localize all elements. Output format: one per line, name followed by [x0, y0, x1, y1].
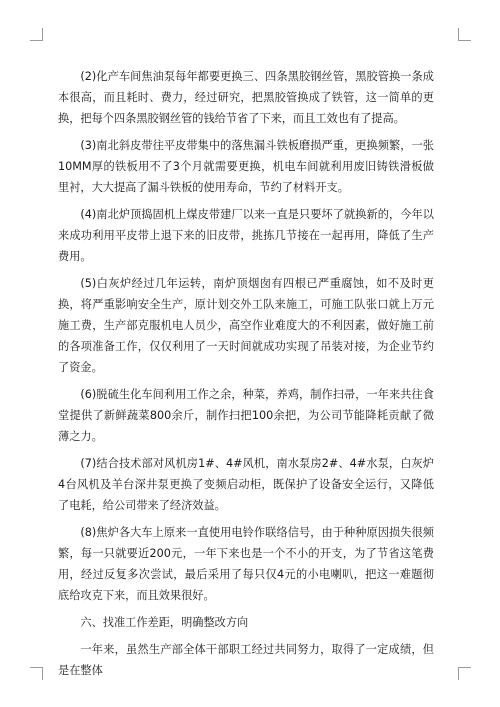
crop-mark-top-left	[30, 28, 43, 41]
paragraph-item-4: (4)南北炉顶捣固机上煤皮带建厂以来一直是只要坏了就换新的，今年以来成功利用平皮带上退下来的旧皮带，挑拣几节接在一起再用，降低了生产费用。	[58, 208, 434, 263]
paragraph-summary: 一年来，虽然生产部全体干部职工经过共同努力，取得了一定成绩，但是在整体	[58, 643, 434, 677]
paragraph-item-7: (7)结合技术部对风机房1#、4#风机，南水泵房2#、4#水泵，白灰炉4台风机及羊台深井泵更换了变频启动柜，既保护了设备安全运行，又降低了电耗，给公司带来了经济效益。	[58, 457, 434, 512]
crop-mark-top-right	[458, 28, 471, 41]
paragraph-item-2: (2)化产车间焦油泵每年都要更换三、四条黑胶钢丝管，黑胶管换一条成本很高，而且耗时、费力，经过研究，把黑胶管换成了铁管，这一简单的更换，把每个四条黑胶钢丝管的钱给节省了下来，而且工效也有了提高。	[58, 70, 434, 125]
section-heading: 六、找准工作差距，明确整改方向	[80, 616, 249, 629]
document-body	[58, 66, 434, 687]
paragraph-item-3: (3)南北斜皮带往平皮带集中的落焦漏斗铁板磨损严重，更换频繁，一张10MM厚的铁板用不了3个月就需要更换，机电车间就利用废旧铸铁滑板做里衬，大大提高了漏斗铁板的使用寿命，节约了材料开支。	[58, 139, 434, 194]
paragraph-item-6: (6)脱硫生化车间利用工作之余，种菜，养鸡，制作扫帚，一年来共往食堂提供了新鲜蔬菜800余斤，制作扫把100余把，为公司节能降耗贡献了微薄之力。	[58, 388, 434, 443]
crop-mark-bottom-left	[30, 667, 43, 680]
paragraph-item-5: (5)白灰炉经过几年运转，南炉顶烟囱有四根已严重腐蚀，如不及时更换，将严重影响安全生产，原计划交外工队来施工，可施工队张口就上万元施工费，生产部克服机电人员少，高空作业难度大的不利因素，做好施工前的各项准备工作，仅仅利用了一天时间就成功实现了吊装对接，为企业节约了资金。	[58, 277, 434, 374]
crop-mark-bottom-right	[458, 667, 471, 680]
paragraph-item-8: (8)焦炉各大车上原来一直使用电铃作联络信号，由于种种原因损失很频繁，每一只就要近200元，一年下来也是一个不小的开支，为了节省这笔费用，经过反复多次尝试，最后采用了每只仅4元的小电喇叭，把这一难题彻底给攻克下来，而且效果很好。	[58, 526, 434, 602]
